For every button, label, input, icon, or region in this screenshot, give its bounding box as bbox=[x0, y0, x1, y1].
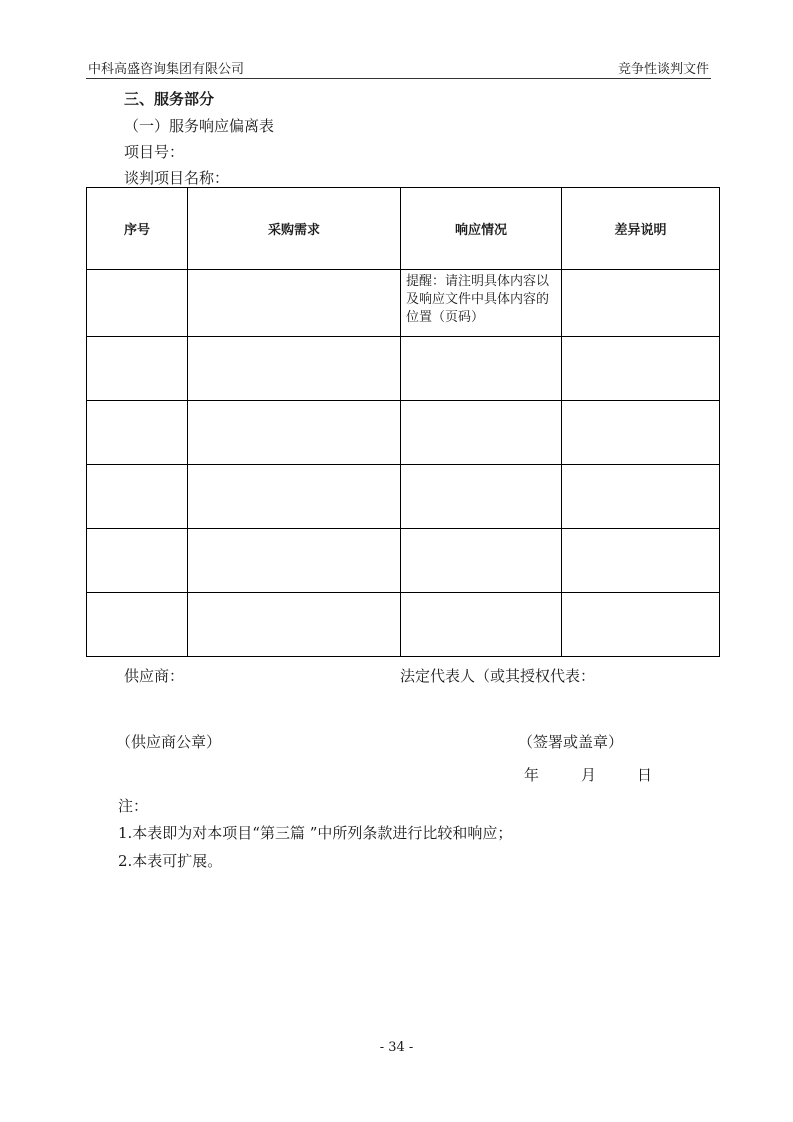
table-cell[interactable] bbox=[87, 270, 188, 337]
legal-representative-label: 法定代表人（或其授权代表： bbox=[400, 667, 596, 685]
date-month-label: 月 bbox=[581, 766, 597, 784]
supplier-seal-label: （供应商公章） bbox=[116, 733, 222, 751]
table-cell[interactable] bbox=[87, 401, 188, 465]
note-item-2: 2.本表可扩展。 bbox=[118, 852, 223, 870]
table-row bbox=[87, 337, 720, 401]
section-title: 三、服务部分 bbox=[124, 90, 215, 108]
table-cell[interactable] bbox=[562, 529, 720, 593]
header-divider bbox=[86, 78, 711, 79]
response-note-cell[interactable]: 提醒：请注明具体内容以及响应文件中具体内容的位置（页码） bbox=[401, 270, 562, 337]
table-cell[interactable] bbox=[188, 465, 401, 529]
supplier-label: 供应商： bbox=[124, 667, 185, 685]
table-cell[interactable] bbox=[562, 337, 720, 401]
project-name-label: 谈判项目名称： bbox=[124, 169, 230, 187]
page-number: - 34 - bbox=[379, 1040, 414, 1055]
table-cell[interactable] bbox=[188, 529, 401, 593]
table-cell[interactable] bbox=[188, 337, 401, 401]
company-name: 中科高盛咨询集团有限公司 bbox=[88, 62, 245, 77]
header-procurement-requirement: 采购需求 bbox=[188, 188, 401, 270]
page-header bbox=[86, 58, 709, 78]
table-row bbox=[87, 593, 720, 657]
signature-seal-label: （签署或盖章） bbox=[518, 733, 624, 751]
table-row bbox=[87, 401, 720, 465]
table-cell[interactable] bbox=[562, 465, 720, 529]
table-cell[interactable] bbox=[87, 465, 188, 529]
table-header-row bbox=[87, 188, 720, 270]
note-item-1: 1.本表即为对本项目“第三篇 ”中所列条款进行比较和响应； bbox=[118, 824, 513, 842]
table-cell[interactable] bbox=[87, 337, 188, 401]
table-row bbox=[87, 529, 720, 593]
date-day-label: 日 bbox=[637, 766, 653, 784]
table-title: （一）服务响应偏离表 bbox=[124, 117, 275, 135]
table-cell[interactable] bbox=[401, 401, 562, 465]
table-cell[interactable] bbox=[401, 337, 562, 401]
table-cell[interactable] bbox=[562, 270, 720, 337]
header-response: 响应情况 bbox=[401, 188, 562, 270]
document-type: 竞争性谈判文件 bbox=[617, 62, 709, 77]
table-row bbox=[87, 270, 720, 337]
table-row bbox=[87, 465, 720, 529]
header-difference-explanation: 差异说明 bbox=[562, 188, 720, 270]
service-deviation-table bbox=[86, 187, 720, 657]
project-number-label: 项目号： bbox=[124, 143, 185, 161]
table-cell[interactable] bbox=[401, 593, 562, 657]
notes-label: 注： bbox=[118, 797, 149, 815]
table-cell[interactable] bbox=[562, 593, 720, 657]
table-cell[interactable] bbox=[401, 529, 562, 593]
table-cell[interactable] bbox=[87, 529, 188, 593]
table-cell[interactable] bbox=[87, 593, 188, 657]
table-cell[interactable] bbox=[188, 401, 401, 465]
table-cell[interactable] bbox=[401, 465, 562, 529]
table-cell[interactable] bbox=[188, 593, 401, 657]
date-year-label: 年 bbox=[524, 766, 540, 784]
header-serial-no: 序号 bbox=[87, 188, 188, 270]
table-cell[interactable] bbox=[188, 270, 401, 337]
table-cell[interactable] bbox=[562, 401, 720, 465]
